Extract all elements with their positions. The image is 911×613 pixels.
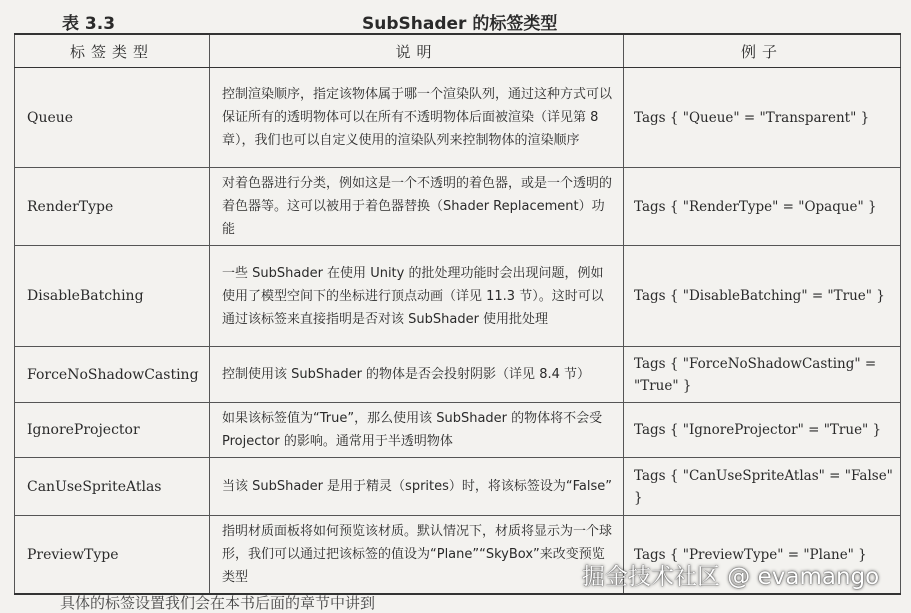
header-tag-type: 标签类型 (15, 34, 210, 68)
table-caption (0, 6, 911, 32)
tag-type-cell: IgnoreProjector (15, 403, 210, 458)
example-cell: Tags { "IgnoreProjector" = "True" } (624, 403, 901, 458)
table-row (15, 168, 901, 246)
description-cell: 如果该标签值为“True”，那么使用该 SubShader 的物体将不会受 Projector 的影响。通常用于半透明物体 (210, 403, 624, 458)
description-cell: 当该 SubShader 是用于精灵（sprites）时，将该标签设为“False” (210, 458, 624, 516)
table-row (15, 68, 901, 168)
description-cell: 对着色器进行分类，例如这是一个不透明的着色器，或是一个透明的着色器等。这可以被用于着色器替换（Shader Replacement）功能 (210, 168, 624, 246)
example-cell: Tags { "ForceNoShadowCasting" = "True" } (624, 347, 901, 403)
table-title: SubShader 的标签类型 (362, 14, 558, 34)
table-row (15, 347, 901, 403)
example-cell: Tags { "Queue" = "Transparent" } (624, 68, 901, 168)
table-row (15, 403, 901, 458)
example-cell: Tags { "PreviewType" = "Plane" } (624, 516, 901, 595)
header-example: 例子 (624, 34, 901, 68)
table-row (15, 458, 901, 516)
description-cell: 一些 SubShader 在使用 Unity 的批处理功能时会出现问题，例如使用了模型空间下的坐标进行顶点动画（详见 11.3 节）。这时可以通过该标签来直接指明是否对该 SubShader 使用批处理 (210, 246, 624, 347)
tag-type-cell: RenderType (15, 168, 210, 246)
subshader-tags-table (14, 33, 901, 595)
description-cell: 控制渲染顺序，指定该物体属于哪一个渲染队列，通过这种方式可以保证所有的透明物体可以在所有不透明物体后面被渲染（详见第 8 章），我们也可以自定义使用的渲染队列来控制物体的渲染顺序 (210, 68, 624, 168)
example-cell: Tags { "RenderType" = "Opaque" } (624, 168, 901, 246)
example-cell: Tags { "DisableBatching" = "True" } (624, 246, 901, 347)
table-row (15, 246, 901, 347)
example-cell: Tags { "CanUseSpriteAtlas" = "False" } (624, 458, 901, 516)
tag-type-cell: Queue (15, 68, 210, 168)
watermark: 掘金技术社区 @ evamango (582, 564, 880, 590)
description-cell: 控制使用该 SubShader 的物体是否会投射阴影（详见 8.4 节） (210, 347, 624, 403)
tag-type-cell: ForceNoShadowCasting (15, 347, 210, 403)
table-header-row (15, 34, 901, 68)
table-number: 表 3.3 (62, 14, 116, 34)
tag-type-cell: DisableBatching (15, 246, 210, 347)
body-text-cutoff: 具体的标签设置我们会在本书后面的章节中讲到 (60, 594, 376, 612)
header-description: 说明 (210, 34, 624, 68)
tag-type-cell: PreviewType (15, 516, 210, 595)
tag-type-cell: CanUseSpriteAtlas (15, 458, 210, 516)
description-cell: 指明材质面板将如何预览该材质。默认情况下，材质将显示为一个球形，我们可以通过把该标签的值设为“Plane”“SkyBox”来改变预览类型 (210, 516, 624, 595)
